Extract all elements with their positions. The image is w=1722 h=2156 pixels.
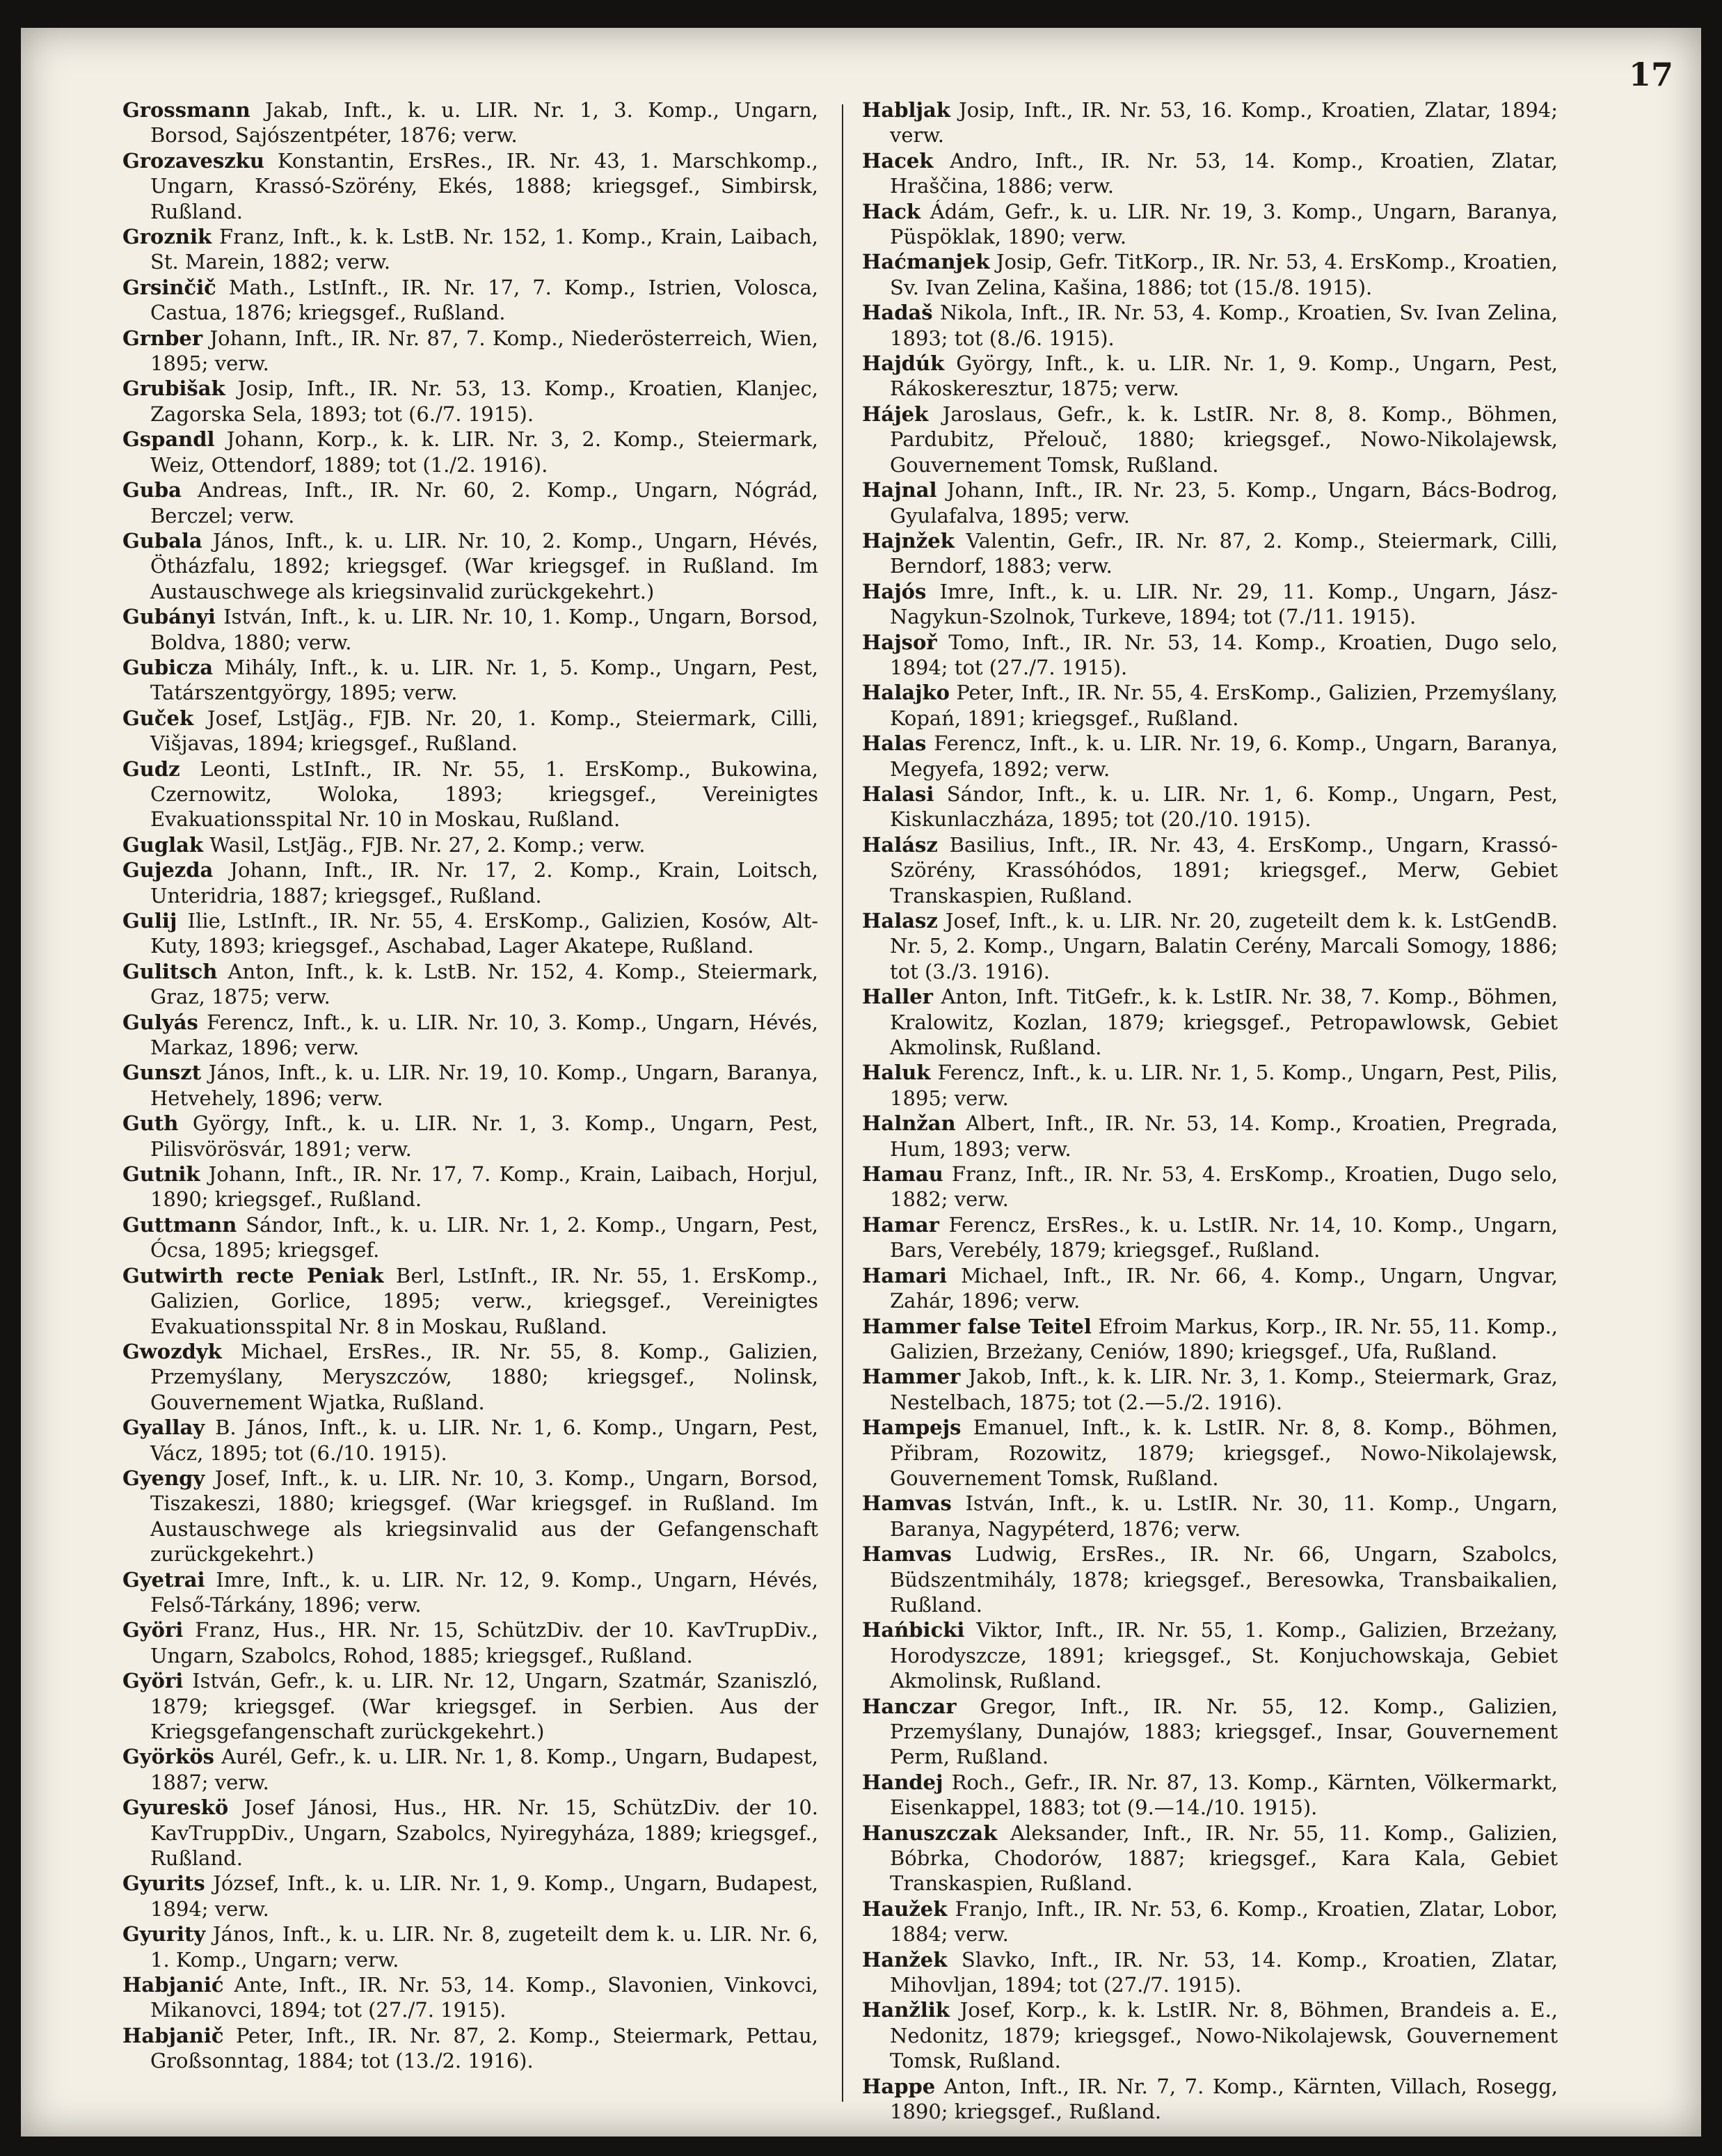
entry-surname: Habljak [862,98,950,122]
entry-details: Slavko, Inft., IR. Nr. 53, 14. Komp., Kroatien, Zlatar, Mihovljan, 1894; tot (27./7. 1915). [890,1947,1558,1997]
entry-surname: Grubišak [122,376,225,401]
casualty-entry [122,2023,818,2074]
entry-surname: Grozaveszku [122,148,264,173]
casualty-entry [122,376,818,427]
casualty-entry [862,1997,1558,2073]
entry-surname: Haužek [862,1896,948,1921]
entry-surname: Hajsoř [862,630,937,654]
entry-surname: Gudz [122,756,180,781]
entry-surname: Handej [862,1770,943,1794]
entry-details: Imre, Inft., k. u. LIR. Nr. 29, 11. Komp., Ungarn, Jász-Nagykun-Szolnok, Turkeve, 1894; tot (7./11. 1915). [890,579,1558,629]
entry-details: Albert, Inft., IR. Nr. 53, 14. Komp., Kroatien, Pregrada, Hum, 1893; verw. [890,1111,1558,1161]
entry-details: János, Inft., k. u. LIR. Nr. 8, zugeteilt dem k. u. LIR. Nr. 6, 1. Komp., Ungarn; verw. [150,1922,818,1972]
entry-details: Ferencz, Inft., k. u. LIR. Nr. 19, 6. Komp., Ungarn, Baranya, Megyefa, 1892; verw. [890,731,1558,781]
entry-surname: Györi [122,1618,184,1642]
entry-surname: Gutnik [122,1162,200,1187]
casualty-entry [122,1466,818,1567]
casualty-entry [122,1060,818,1111]
entry-surname: Hanuszczak [862,1821,998,1845]
casualty-entry [862,680,1558,731]
casualty-entry [862,402,1558,477]
entry-surname: Hack [862,199,920,223]
entry-details: Ilie, LstInft., IR. Nr. 55, 4. ErsKomp., Galizien, Kosów, Alt-Kuty, 1893; kriegsgef., Aschabad, Lager Akatepe, Rußland. [150,909,818,958]
entry-surname: Halajko [862,681,950,705]
casualty-entry [122,148,818,224]
entry-surname: Gyurity [122,1922,206,1947]
casualty-entry [862,1896,1558,1947]
entry-details: Michael, ErsRes., IR. Nr. 55, 8. Komp., Galizien, Przemyślany, Meryszczów, 1880; kriegsgef., Nolinsk, Gouvernement Wjatka, Rußland. [150,1339,819,1414]
entry-details: Johann, Inft., IR. Nr. 23, 5. Komp., Ungarn, Bács-Bodrog, Gyulafalva, 1895; verw. [890,478,1558,528]
entry-surname: Grsinčič [122,275,216,299]
casualty-entry [122,224,818,275]
entry-surname: Gubányi [122,605,216,629]
entry-details: Nikola, Inft., IR. Nr. 53, 4. Komp., Kroatien, Sv. Ivan Zelina, 1893; tot (8./6. 1915). [890,301,1558,350]
casualty-entry [862,97,1558,148]
entry-details: Ante, Inft., IR. Nr. 53, 14. Komp., Slavonien, Vinkovci, Mikanovci, 1894; tot (27./7. 1915). [150,1973,819,2022]
entry-surname: Gwozdyk [122,1339,222,1363]
entry-surname: Hampejs [862,1416,962,1440]
casualty-entry [862,1694,1558,1770]
entry-details: János, Inft., k. u. LIR. Nr. 10, 2. Komp., Ungarn, Hévés, Ötházfalu, 1892; kriegsgef. (War kriegsgef. in Rußland. Im Austauschwege als kriegsinvalid zurückgekehrt.) [150,528,818,603]
entry-details: Josip, Gefr. TitKorp., IR. Nr. 53, 4. ErsKomp., Kroatien, Sv. Ivan Zelina, Kašina, 1886; tot (15./8. 1915). [890,250,1558,299]
entry-details: Basilius, Inft., IR. Nr. 43, 4. ErsKomp., Ungarn, Krassó-Szörény, Krassóhódos, 1891; kriegsgef., Merw, Gebiet Transkaspien, Rußland. [890,832,1558,907]
entry-surname: Gyallay [122,1416,205,1440]
casualty-entry [862,477,1558,528]
casualty-entry [122,655,818,706]
entry-details: Mihály, Inft., k. u. LIR. Nr. 1, 5. Komp., Ungarn, Pest, Tatárszentgyörgy, 1895; verw. [150,655,818,705]
entry-details: Franjo, Inft., IR. Nr. 53, 6. Komp., Kroatien, Zlatar, Lobor, 1884; verw. [890,1896,1558,1947]
casualty-entry [122,604,818,655]
entry-surname: Gunszt [122,1061,202,1085]
casualty-entry [862,630,1558,681]
casualty-entry [122,1263,818,1339]
casualty-entry [862,1060,1558,1111]
entry-details: István, Gefr., k. u. LIR. Nr. 12, Ungarn, Szatmár, Szaniszló, 1879; kriegsgef. (War kriegsgef. in Serbien. Aus der Kriegsgefangenschaft zurückgekehrt.) [150,1669,819,1743]
entry-details: Aleksander, Inft., IR. Nr. 55, 11. Komp., Galizien, Bóbrka, Chodorów, 1887; kriegsgef., Kara Kala, Gebiet Transkaspien, Rußland. [890,1821,1558,1896]
entry-details: Roch., Gefr., IR. Nr. 87, 13. Komp., Kärnten, Völkermarkt, Eisenkappel, 1883; tot (9.—14./10. 1915). [890,1770,1558,1820]
entry-details: Michael, Inft., IR. Nr. 66, 4. Komp., Ungarn, Ungvar, Zahár, 1896; verw. [890,1263,1558,1313]
casualty-entry [862,2074,1558,2125]
casualty-entry [122,908,818,959]
entry-surname: Hajnžek [862,528,955,553]
document-page [21,28,1701,2137]
entry-details: Efroim Markus, Korp., IR. Nr. 55, 11. Komp., Galizien, Brzeżany, Ceniów, 1890; kriegsgef., Ufa, Rußland. [890,1314,1558,1363]
entry-surname: Gyengy [122,1466,205,1490]
entry-details: Johann, Inft., IR. Nr. 87, 7. Komp., Niederösterreich, Wien, 1895; verw. [150,326,818,376]
entry-details: István, Inft., k. u. LIR. Nr. 10, 1. Komp., Ungarn, Borsod, Boldva, 1880; verw. [150,605,819,654]
casualty-entry [122,1921,818,1972]
entry-surname: Guček [122,706,194,730]
entry-details: Valentin, Gefr., IR. Nr. 87, 2. Komp., Steiermark, Cilli, Berndorf, 1883; verw. [890,528,1558,578]
casualty-entry [862,731,1558,782]
entry-surname: Hacek [862,148,934,173]
entry-details: György, Inft., k. u. LIR. Nr. 1, 3. Komp., Ungarn, Pest, Pilisvörösvár, 1891; verw. [150,1111,819,1161]
entry-details: Gregor, Inft., IR. Nr. 55, 12. Komp., Galizien, Przemyślany, Dunajów, 1883; kriegsgef., Insar, Gouvernement Perm, Rußland. [890,1694,1558,1769]
entry-details: Franz, Hus., HR. Nr. 15, SchützDiv. der 10. KavTrupDiv., Ungarn, Szabolcs, Rohod, 1885; kriegsgef., Rußland. [150,1618,818,1667]
entry-surname: Halas [862,731,927,756]
entry-surname: Hanczar [862,1694,957,1718]
casualty-entry [122,1162,818,1212]
entry-surname: Hamvas [862,1542,952,1567]
entry-details: Josef, Inft., k. u. LIR. Nr. 20, zugeteilt dem k. k. LstGendB. Nr. 5, 2. Komp., Ungarn, Balatin Cerény, Marcali Somogy, 1886; tot (3./3. 1916). [890,909,1558,983]
page-number: 17 [1628,56,1673,93]
entry-surname: Hammer [862,1365,961,1389]
casualty-entry [122,1795,818,1871]
casualty-entry [862,199,1558,250]
casualty-entry [862,1541,1558,1617]
entry-surname: Guttmann [122,1212,237,1237]
entry-details: Ferencz, Inft., k. u. LIR. Nr. 10, 3. Komp., Ungarn, Hévés, Markaz, 1896; verw. [150,1010,818,1060]
casualty-entry [862,1491,1558,1541]
casualty-entry [862,1162,1558,1212]
casualty-entry [862,984,1558,1060]
entry-surname: Halász [862,832,938,857]
entry-surname: Gyureskö [122,1796,229,1820]
entry-details: Johann, Inft., IR. Nr. 17, 7. Komp., Krain, Laibach, Horjul, 1890; kriegsgef., Rußland. [150,1162,818,1212]
entry-surname: Groznik [122,225,212,249]
casualty-entry [862,1821,1558,1896]
entry-surname: Györkös [122,1745,215,1769]
entry-surname: Haćmanjek [862,250,990,274]
entry-details: Konstantin, ErsRes., IR. Nr. 43, 1. Marschkomp., Ungarn, Krassó-Szörény, Ekés, 1888; kriegsgef., Simbirsk, Rußland. [150,148,818,223]
casualty-entry [862,1263,1558,1314]
entry-details: Ludwig, ErsRes., IR. Nr. 66, Ungarn, Szabolcs, Büdszentmihály, 1878; kriegsgef., Beresowka, Transbaikalien, Rußland. [890,1542,1558,1617]
entry-details: Ferencz, ErsRes., k. u. LstIR. Nr. 14, 10. Komp., Ungarn, Bars, Verebély, 1879; kriegsgef., Rußland. [890,1212,1558,1262]
left-column [122,97,818,2074]
casualty-entry [122,528,818,604]
casualty-entry [862,782,1558,832]
entry-details: János, Inft., k. u. LIR. Nr. 19, 10. Komp., Ungarn, Baranya, Hetvehely, 1896; verw. [150,1061,818,1110]
entry-details: Ádám, Gefr., k. u. LIR. Nr. 19, 3. Komp., Ungarn, Baranya, Püspöklak, 1890; verw. [890,199,1558,249]
casualty-entry [122,97,818,148]
casualty-entry [122,1212,818,1263]
entry-details: Jakab, Inft., k. u. LIR. Nr. 1, 3. Komp., Ungarn, Borsod, Sajószentpéter, 1876; verw. [150,98,819,148]
entry-details: István, Inft., k. u. LstIR. Nr. 30, 11. Komp., Ungarn, Baranya, Nagypéterd, 1876; verw. [890,1491,1558,1541]
entry-surname: Habjanič [122,2023,224,2047]
casualty-entry [122,1010,818,1061]
column-divider [842,104,843,2102]
casualty-entry [122,832,818,857]
casualty-entry [862,908,1558,984]
entry-surname: Grnber [122,326,203,350]
entry-surname: Gujezda [122,858,214,882]
entry-details: Andreas, Inft., IR. Nr. 60, 2. Komp., Ungarn, Nógrád, Berczel; verw. [150,478,819,528]
entry-surname: Halasi [862,782,934,806]
entry-surname: Hajnal [862,478,937,502]
casualty-entry [122,477,818,528]
entry-surname: Hajdúk [862,351,945,376]
entry-surname: Hammer false Teitel [862,1314,1092,1338]
entry-surname: Hanžlik [862,1998,950,2022]
entry-surname: Hájek [862,402,929,426]
casualty-entry [122,1567,818,1618]
entry-surname: Haller [862,985,933,1009]
entry-surname: Halnžan [862,1111,956,1136]
entry-details: Emanuel, Inft., k. k. LstIR. Nr. 8, 8. Komp., Böhmen, Přibram, Rozowitz, 1879; kriegsgef., Nowo-Nikolajewsk, Gouvernement Tomsk, Rußland. [890,1416,1558,1490]
entry-details: György, Inft., k. u. LIR. Nr. 1, 9. Komp., Ungarn, Pest, Rákoskeresztur, 1875; verw. [890,351,1558,401]
entry-surname: Hamau [862,1162,943,1187]
entry-surname: Gyurits [122,1871,205,1896]
entry-details: Sándor, Inft., k. u. LIR. Nr. 1, 6. Komp., Ungarn, Pest, Kiskunlaczháza, 1895; tot (20./10. 1915). [890,782,1558,832]
entry-details: Aurél, Gefr., k. u. LIR. Nr. 1, 8. Komp., Ungarn, Budapest, 1887; verw. [150,1745,818,1794]
entry-surname: Hadaš [862,301,933,325]
entry-surname: Guth [122,1111,179,1136]
entry-surname: Hanžek [862,1947,948,1972]
casualty-entry [862,148,1558,199]
casualty-entry [122,1668,818,1744]
entry-details: Jaroslaus, Gefr., k. k. LstIR. Nr. 8, 8. Komp., Böhmen, Pardubitz, Přelouč, 1880; kriegsgef., Nowo-Nikolajewsk, Gouvernement Tomsk, Rußland. [890,402,1558,477]
entry-surname: Györi [122,1669,184,1693]
casualty-entry [862,528,1558,579]
entry-surname: Gulitsch [122,959,218,983]
entry-details: Sándor, Inft., k. u. LIR. Nr. 1, 2. Komp., Ungarn, Pest, Ócsa, 1895; kriegsgef. [150,1212,819,1262]
entry-details: Peter, Inft., IR. Nr. 87, 2. Komp., Steiermark, Pettau, Großsonntag, 1884; tot (13./2. 1916). [150,2023,818,2073]
casualty-entry [862,1415,1558,1491]
casualty-entry [122,1415,818,1466]
casualty-entry [862,1364,1558,1415]
entry-details: Wasil, LstJäg., FJB. Nr. 27, 2. Komp.; verw. [209,832,646,857]
casualty-entry [862,1111,1558,1162]
entry-details: Josef, Inft., k. u. LIR. Nr. 10, 3. Komp., Ungarn, Borsod, Tiszakeszi, 1880; kriegsgef. (War kriegsgef. in Rußland. Im Austauschwege als kriegsinvalid aus der Gefangenschaft zurückgekehrt.) [150,1466,819,1567]
entry-details: Anton, Inft. TitGefr., k. k. LstIR. Nr. 38, 7. Komp., Böhmen, Kralowitz, Kozlan, 1879; kriegsgef., Petropawlowsk, Gebiet Akmolinsk, Rußland. [890,985,1558,1060]
entry-details: Tomo, Inft., IR. Nr. 53, 14. Komp., Kroatien, Dugo selo, 1894; tot (27./7. 1915). [890,630,1558,679]
entry-surname: Gulyás [122,1010,198,1034]
casualty-entry [862,249,1558,300]
entry-surname: Habjanić [122,1973,224,1997]
entry-surname: Gutwirth recte Peniak [122,1263,384,1287]
right-column [862,97,1558,2125]
casualty-entry [122,1339,818,1415]
casualty-entry [862,1770,1558,1821]
casualty-entry [122,706,818,756]
casualty-entry [122,1744,818,1795]
entry-details: Franz, Inft., k. k. LstB. Nr. 152, 1. Komp., Krain, Laibach, St. Marein, 1882; verw. [150,225,818,274]
entry-surname: Gulij [122,909,177,933]
casualty-entry [122,275,818,326]
entry-details: Anton, Inft., k. k. LstB. Nr. 152, 4. Komp., Steiermark, Graz, 1875; verw. [150,959,819,1009]
entry-details: B. János, Inft., k. u. LIR. Nr. 1, 6. Komp., Ungarn, Pest, Vácz, 1895; tot (6./10. 1915). [150,1416,818,1465]
entry-details: Josip, Inft., IR. Nr. 53, 16. Komp., Kroatien, Zlatar, 1894; verw. [890,98,1558,148]
entry-details: Josip, Inft., IR. Nr. 53, 13. Komp., Kroatien, Klanjec, Zagorska Sela, 1893; tot (6./7. 1915). [150,376,819,426]
entry-details: Peter, Inft., IR. Nr. 55, 4. ErsKomp., Galizien, Przemyślany, Kopań, 1891; kriegsgef., Rußland. [890,681,1558,730]
entry-details: Anton, Inft., IR. Nr. 7, 7. Komp., Kärnten, Villach, Rosegg, 1890; kriegsgef., Rußland. [890,2074,1558,2124]
entry-surname: Gspandl [122,427,215,452]
entry-surname: Guba [122,478,182,502]
entry-surname: Hańbicki [862,1618,965,1642]
entry-details: Andro, Inft., IR. Nr. 53, 14. Komp., Kroatien, Zlatar, Hraščina, 1886; verw. [890,148,1558,198]
entry-details: Josef, LstJäg., FJB. Nr. 20, 1. Komp., Steiermark, Cilli, Višjavas, 1894; kriegsgef., Rußland. [150,706,819,756]
entry-surname: Hamar [862,1212,939,1237]
entry-details: Ferencz, Inft., k. u. LIR. Nr. 1, 5. Komp., Ungarn, Pest, Pilis, 1895; verw. [890,1061,1558,1110]
entry-surname: Gubala [122,528,202,553]
casualty-entry [122,326,818,376]
entry-details: Johann, Inft., IR. Nr. 17, 2. Komp., Krain, Loitsch, Unteridria, 1887; kriegsgef., Rußland. [150,858,818,907]
entry-details: Josef, Korp., k. k. LstIR. Nr. 8, Böhmen, Brandeis a. E., Nedonitz, 1879; kriegsgef., Nowo-Nikolajewsk, Gouvernement Tomsk, Rußland. [890,1998,1558,2073]
casualty-entry [862,1314,1558,1365]
entry-surname: Hajós [862,579,927,603]
entry-surname: Guglak [122,832,204,857]
entry-surname: Haluk [862,1061,931,1085]
casualty-entry [862,832,1558,908]
casualty-entry [122,427,818,477]
entry-surname: Gyetrai [122,1567,205,1592]
casualty-entry [862,1212,1558,1263]
entry-details: Viktor, Inft., IR. Nr. 55, 1. Komp., Galizien, Brzeżany, Horodyszcze, 1891; kriegsgef., St. Konjuchowskaja, Gebiet Akmolinsk, Rußland. [890,1618,1558,1693]
entry-details: Jakob, Inft., k. k. LIR. Nr. 3, 1. Komp., Steiermark, Graz, Nestelbach, 1875; tot (2.—5./2. 1916). [890,1365,1558,1414]
entry-details: Josef Jánosi, Hus., HR. Nr. 15, SchützDiv. der 10. KavTruppDiv., Ungarn, Szabolcs, Nyiregyháza, 1889; kriegsgef., Rußland. [150,1796,818,1871]
entry-details: Johann, Korp., k. k. LIR. Nr. 3, 2. Komp., Steiermark, Weiz, Ottendorf, 1889; tot (1./2. 1916). [150,427,818,477]
entry-details: Berl, LstInft., IR. Nr. 55, 1. ErsKomp., Galizien, Gorlice, 1895; verw., kriegsgef., Vereinigtes Evakuationsspital Nr. 8 in Moskau, Rußland. [150,1263,819,1338]
casualty-entry [862,579,1558,630]
casualty-entry [122,1871,818,1921]
casualty-entry [122,1972,818,2023]
entry-surname: Hamvas [862,1491,952,1516]
entry-surname: Hamari [862,1263,947,1287]
casualty-entry [862,351,1558,402]
entry-surname: Halasz [862,909,938,933]
entry-details: Franz, Inft., IR. Nr. 53, 4. ErsKomp., Kroatien, Dugo selo, 1882; verw. [890,1162,1558,1212]
entry-surname: Gubicza [122,655,214,679]
entry-surname: Happe [862,2074,936,2098]
entry-details: Leonti, LstInft., IR. Nr. 55, 1. ErsKomp., Bukowina, Czernowitz, Woloka, 1893; kriegsgef., Vereinigtes Evakuationsspital Nr. 10 in Moskau, Rußland. [150,756,818,832]
entry-surname: Grossmann [122,98,250,122]
casualty-entry [122,756,818,832]
casualty-entry [122,1617,818,1668]
casualty-entry [862,1617,1558,1693]
entry-details: Imre, Inft., k. u. LIR. Nr. 12, 9. Komp., Ungarn, Hévés, Felső-Tárkány, 1896; verw. [150,1567,819,1617]
casualty-entry [122,1111,818,1162]
casualty-entry [862,1947,1558,1998]
casualty-entry [122,857,818,908]
entry-details: József, Inft., k. u. LIR. Nr. 1, 9. Komp., Ungarn, Budapest, 1894; verw. [150,1871,819,1921]
entry-details: Math., LstInft., IR. Nr. 17, 7. Komp., Istrien, Volosca, Castua, 1876; kriegsgef., Rußland. [150,275,818,325]
casualty-entry [122,959,818,1010]
casualty-entry [862,300,1558,351]
